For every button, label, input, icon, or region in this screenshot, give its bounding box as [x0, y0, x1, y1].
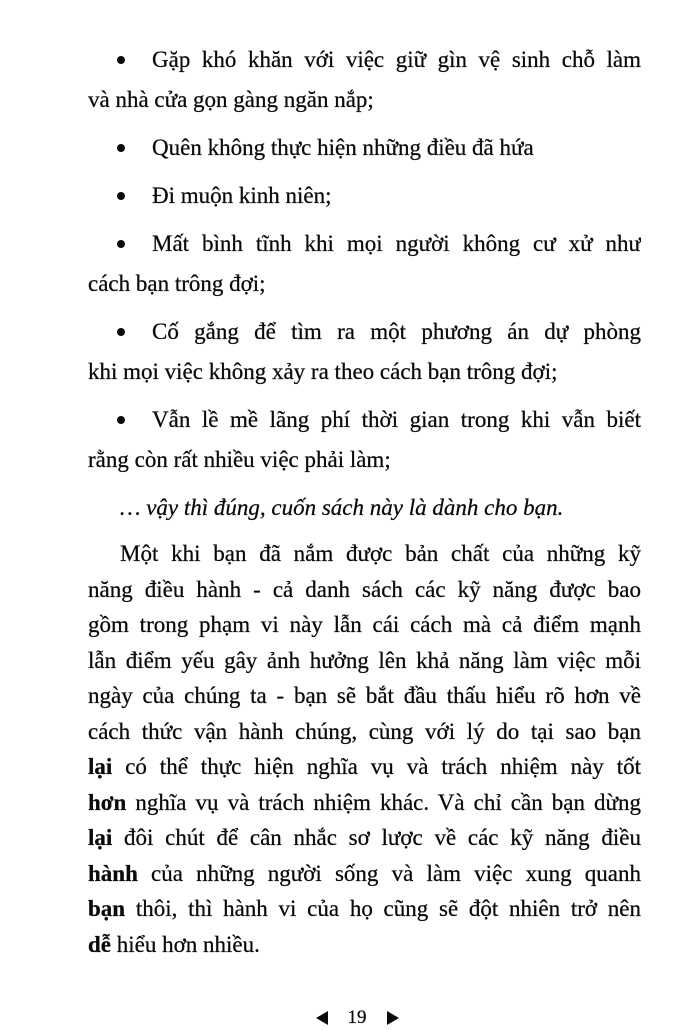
bullet-line: Gặp khó khăn với việc giữ gìn vệ sinh chỗ làm — [152, 47, 641, 72]
bullet-item — [88, 128, 641, 168]
page-body — [88, 40, 641, 962]
triangle-left-icon — [316, 1011, 328, 1025]
bullet-line: và nhà cửa gọn gàng ngăn nắp; — [88, 87, 374, 112]
paragraph-line: lại đôi chút để cân nhắc sơ lược về các kỹ năng điều — [88, 825, 641, 850]
paragraph-line: hành của những người sống và làm việc xung quanh — [88, 860, 641, 886]
bullet-line: Đi muộn kinh niên; — [152, 183, 332, 208]
paragraph-line: năng điều hành - cả danh sách các kỹ năng được bao — [88, 576, 641, 602]
bullet-list — [88, 40, 641, 480]
bullet-item — [88, 176, 641, 216]
paragraph-line: cách thức vận hành chúng, cùng với lý do tại sao bạn — [88, 718, 641, 744]
paragraph-line: gồm trong phạm vi này lẫn cái cách mà cả điểm mạnh — [88, 612, 641, 637]
bullet-line: Cố gắng để tìm ra một phương án dự phòng — [152, 319, 641, 344]
bullet-line: Quên không thực hiện những điều đã hứa — [152, 135, 534, 160]
bullet-line: Vẫn lề mề lãng phí thời gian trong khi vẫn biết — [152, 407, 641, 432]
bullet-item — [88, 400, 641, 480]
bullet-icon — [117, 144, 125, 152]
paragraph-line: ngày của chúng ta - bạn sẽ bắt đầu thấu hiểu rõ hơn về — [88, 683, 641, 708]
bullet-icon — [117, 240, 125, 248]
paragraph-line: dễ hiểu hơn nhiều. — [88, 931, 260, 957]
paragraph-line: lại có thể thực hiện nghĩa vụ và trách nhiệm này tốt — [88, 754, 641, 779]
bullet-icon — [117, 56, 125, 64]
bullet-line: rằng còn rất nhiều việc phải làm; — [88, 447, 391, 472]
bullet-icon — [117, 328, 125, 336]
bullet-item — [88, 40, 641, 120]
paragraph-line: bạn thôi, thì hành vi của họ cũng sẽ đột nhiên trở nên — [88, 896, 641, 921]
bullet-line: khi mọi việc không xảy ra theo cách bạn trông đợi; — [88, 359, 558, 384]
triangle-right-icon — [387, 1011, 399, 1025]
body-paragraph — [88, 536, 641, 962]
bullet-item — [88, 312, 641, 392]
bullet-line: Mất bình tĩnh khi mọi người không cư xử như — [152, 231, 641, 256]
paragraph-line: hơn nghĩa vụ và trách nhiệm khác. Và chỉ cần bạn dừng — [88, 789, 641, 815]
bullet-line: cách bạn trông đợi; — [88, 271, 266, 296]
paragraph-line: Một khi bạn đã nắm được bản chất của những kỹ — [120, 541, 641, 566]
bullet-icon — [117, 192, 125, 200]
page-footer — [0, 1006, 700, 1030]
bullet-item — [88, 224, 641, 304]
conclusion-line: … vậy thì đúng, cuốn sách này là dành cho bạn. — [120, 495, 564, 520]
bullet-icon — [117, 416, 125, 424]
page-number: 19 — [347, 1007, 367, 1028]
paragraph-line: lẫn điểm yếu gây ảnh hưởng lên khả năng làm việc mỗi — [88, 647, 641, 673]
